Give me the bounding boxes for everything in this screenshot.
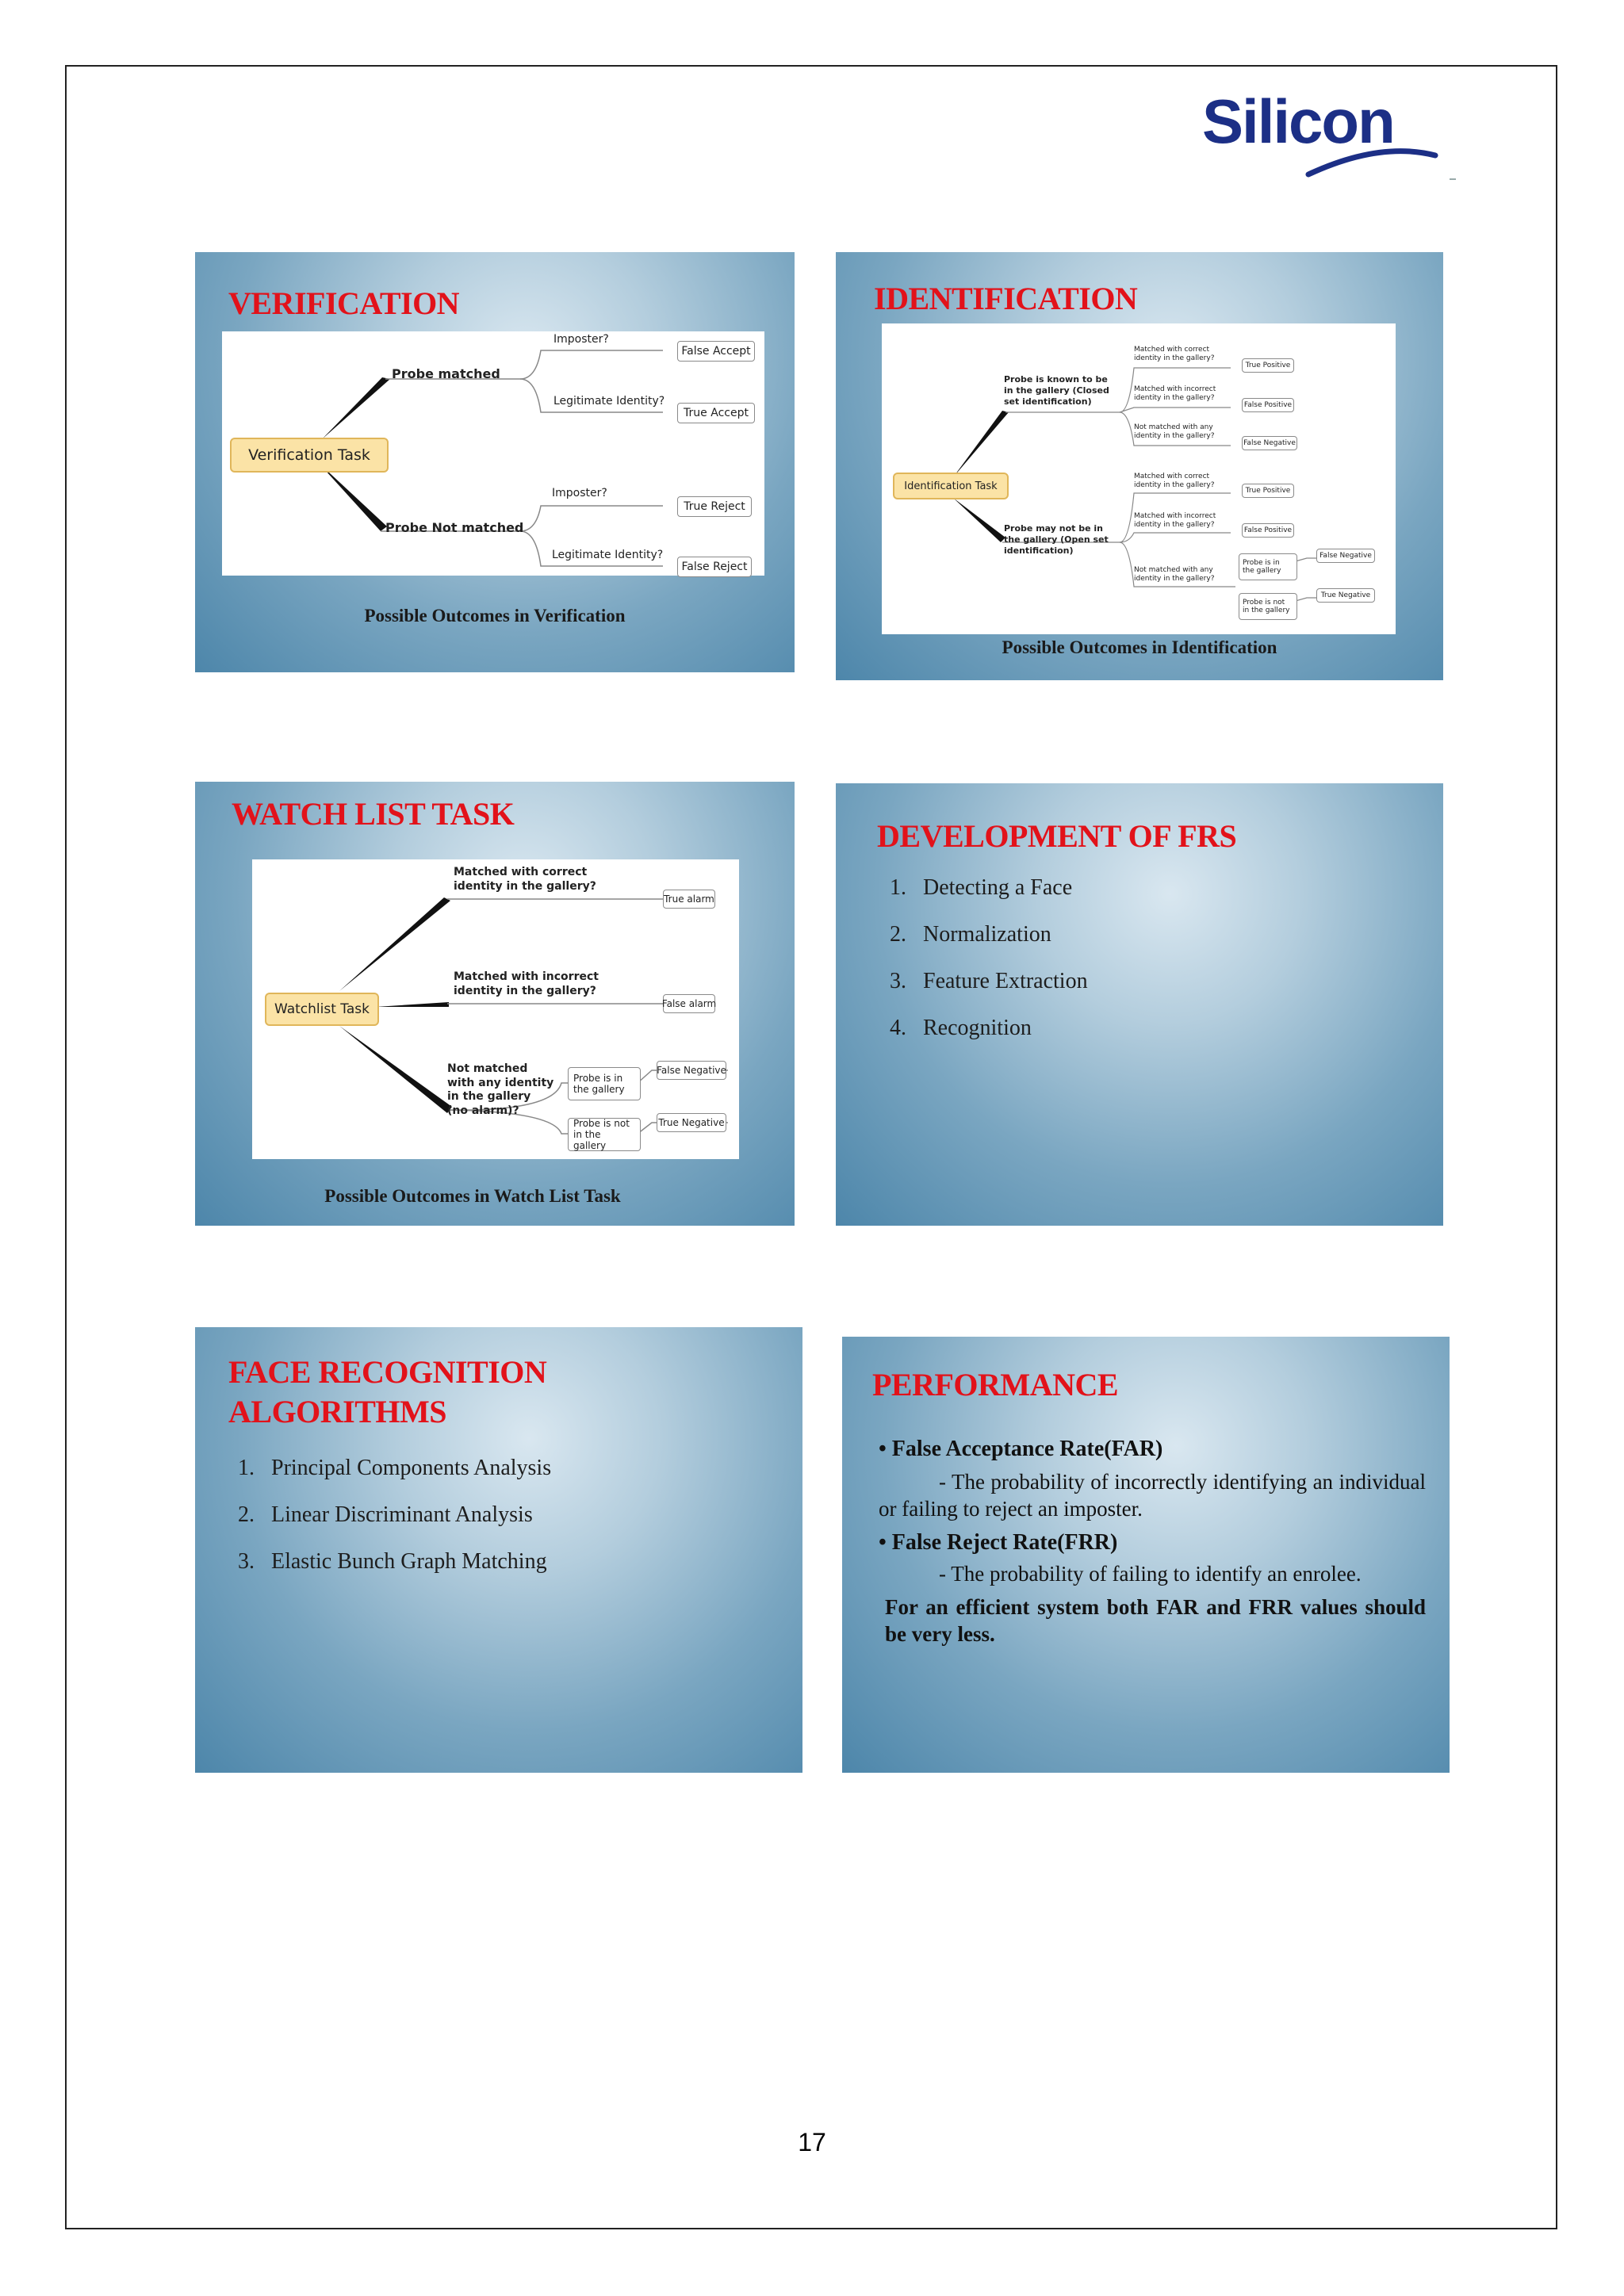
verification-diagram xyxy=(222,331,764,576)
list-item: 2. Linear Discriminant Analysis xyxy=(238,1502,533,1527)
list-item: 1. Principal Components Analysis xyxy=(238,1456,552,1480)
false-reject-outcome: False Reject xyxy=(677,557,752,577)
open-nomatch-question: Not matched with any identity in the gallery? xyxy=(1134,566,1215,584)
page-number: 17 xyxy=(798,2128,826,2156)
watchlist-nomatch-question: Not matched with any identity in the gallery (no alarm)? xyxy=(447,1062,554,1117)
list-item: 3. Elastic Bunch Graph Matching xyxy=(238,1549,547,1574)
closed-set-label: Probe is known to be in the gallery (Closed set identification) xyxy=(1004,374,1109,407)
true-accept-outcome: True Accept xyxy=(677,403,755,423)
open-false-negative: False Negative xyxy=(1316,549,1375,563)
open-true-positive: True Positive xyxy=(1242,484,1294,498)
true-reject-outcome: True Reject xyxy=(677,496,752,517)
logo-text: Silicon xyxy=(1202,86,1394,156)
probe-not-in-gallery-node: Probe is not in the gallery xyxy=(1239,593,1297,620)
verification-task-node: Verification Task xyxy=(230,438,389,473)
identification-diagram xyxy=(882,323,1396,634)
slide-title: VERIFICATION xyxy=(228,285,460,321)
probe-not-matched-label: Probe Not matched xyxy=(385,520,524,535)
legitimate-question: Legitimate Identity? xyxy=(553,395,665,408)
false-alarm-outcome: False alarm xyxy=(663,994,715,1013)
list-item: 4. Recognition xyxy=(890,1016,1032,1040)
slide-title: IDENTIFICATION xyxy=(874,281,1138,316)
closed-false-positive: False Positive xyxy=(1242,398,1294,412)
slide-caption: Possible Outcomes in Verification xyxy=(364,606,626,626)
slide-title: DEVELOPMENT OF FRS xyxy=(877,818,1237,854)
false-accept-outcome: False Accept xyxy=(677,341,755,362)
slide-title-line2: ALGORITHMS xyxy=(228,1394,447,1429)
watchlist-true-negative: True Negative xyxy=(657,1113,726,1132)
probe-in-gallery-node: Probe is in the gallery xyxy=(1239,553,1297,580)
development-steps-list xyxy=(890,875,1088,1062)
far-heading: • False Acceptance Rate(FAR) xyxy=(879,1437,1163,1461)
imposter-question: Imposter? xyxy=(552,487,607,499)
frr-heading: • False Reject Rate(FRR) xyxy=(879,1530,1118,1555)
watchlist-diagram xyxy=(252,859,739,1159)
slide-identification xyxy=(836,252,1443,680)
probe-in-gallery-node: Probe is in the gallery xyxy=(568,1067,641,1100)
silicon-logo xyxy=(1197,86,1459,189)
frr-description: - The probability of failing to identify an enrolee. xyxy=(939,1562,1362,1586)
closed-incorrect-question: Matched with incorrect identity in the gallery? xyxy=(1134,385,1216,403)
slide-caption: Possible Outcomes in Watch List Task xyxy=(324,1186,621,1206)
slide-title: PERFORMANCE xyxy=(872,1367,1119,1402)
slide-caption: Possible Outcomes in Identification xyxy=(1002,637,1277,657)
slide-development xyxy=(836,783,1443,1226)
list-item: 3. Feature Extraction xyxy=(890,969,1088,993)
closed-true-positive: True Positive xyxy=(1242,358,1294,373)
slide-algorithms xyxy=(195,1327,802,1773)
list-item: 2. Normalization xyxy=(890,922,1051,947)
identification-task-node: Identification Task xyxy=(893,473,1009,499)
open-correct-question: Matched with correct identity in the gallery? xyxy=(1134,473,1215,490)
open-false-positive: False Positive xyxy=(1242,523,1294,538)
imposter-question: Imposter? xyxy=(553,333,609,346)
closed-false-negative: False Negative xyxy=(1242,436,1297,450)
list-item: 1. Detecting a Face xyxy=(890,875,1073,900)
slide-performance xyxy=(842,1337,1450,1773)
open-true-negative: True Negative xyxy=(1316,588,1375,603)
watchlist-false-negative: False Negative xyxy=(657,1061,726,1080)
true-alarm-outcome: True alarm xyxy=(663,890,715,909)
slide-verification xyxy=(195,252,795,672)
algorithms-list xyxy=(238,1456,551,1596)
far-description: - The probability of incorrectly identifying an individual or failing to reject an imposter. xyxy=(879,1470,1426,1521)
open-incorrect-question: Matched with incorrect identity in the gallery? xyxy=(1134,512,1216,530)
probe-not-in-gallery-node: Probe is not in the gallery xyxy=(568,1118,641,1151)
probe-matched-label: Probe matched xyxy=(392,366,500,381)
slide-watchlist xyxy=(195,782,795,1226)
watchlist-correct-question: Matched with correct identity in the gallery? xyxy=(454,866,596,893)
legitimate-question: Legitimate Identity? xyxy=(552,549,664,561)
performance-conclusion: For an efficient system both FAR and FRR values should be very less. xyxy=(885,1595,1426,1646)
open-set-label: Probe may not be in the gallery (Open set identification) xyxy=(1004,523,1109,556)
watchlist-task-node: Watchlist Task xyxy=(265,993,379,1026)
slide-title-line1: FACE RECOGNITION xyxy=(228,1354,547,1390)
closed-nomatch-question: Not matched with any identity in the gallery? xyxy=(1134,423,1215,441)
closed-correct-question: Matched with correct identity in the gallery? xyxy=(1134,346,1215,363)
slide-title: WATCH LIST TASK xyxy=(232,796,515,832)
watchlist-incorrect-question: Matched with incorrect identity in the gallery? xyxy=(454,970,599,997)
